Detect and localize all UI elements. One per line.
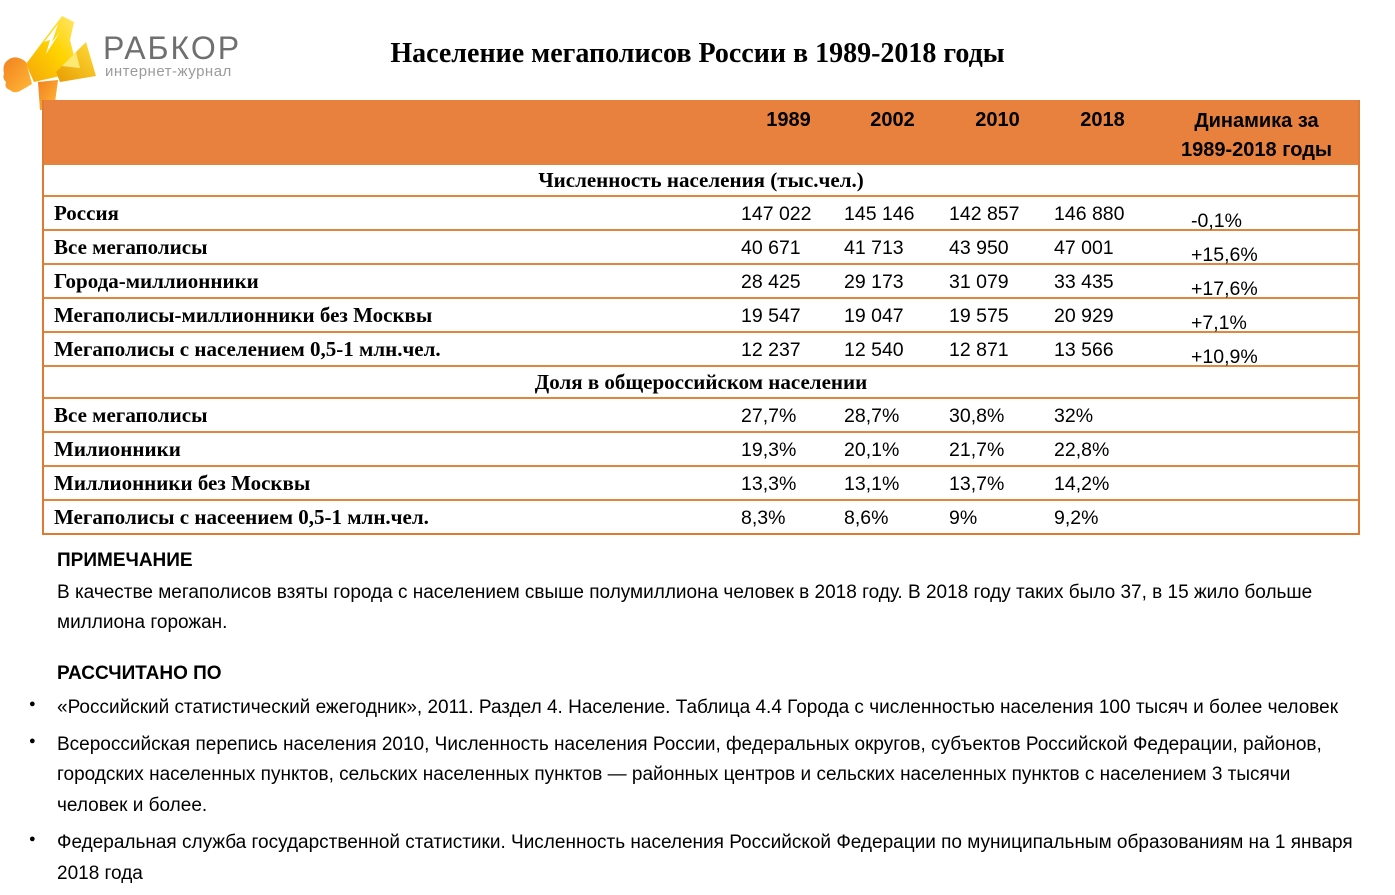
table-header-row xyxy=(44,100,1358,163)
note-text: В качестве мегаполисов взяты города с населением свыше полумиллиона человек в 2018 году. В 2018 году таких было 37, в 15 жило больше миллиона горожан. xyxy=(57,582,1313,633)
header-1989: 1989 xyxy=(766,109,811,131)
cell-2010: 31 079 xyxy=(949,271,1009,293)
cell-2018: 146 880 xyxy=(1054,203,1125,225)
notes-section xyxy=(57,546,1362,895)
row-label: Миллионники без Москвы xyxy=(54,471,311,495)
cell-2002: 13,1% xyxy=(844,473,900,495)
header-2010: 2010 xyxy=(975,109,1020,131)
source-item: ● Всероссийская перепись населения 2010, Численность населения России, федеральных округов, субъектов Российской Федерации, районов, городских населенных пунктов, сельских населенных пунктов — районных центров и сельских населенных пунктов с населением 3 тысячи человек и более. xyxy=(57,730,1362,822)
cell-1989: 19,3% xyxy=(741,439,797,461)
section-header-population: Численность населения (тыс.чел.) xyxy=(44,163,1358,195)
sources-list xyxy=(57,693,1362,890)
cell-2018: 14,2% xyxy=(1054,473,1110,495)
row-label: Все мегаполисы xyxy=(54,235,208,259)
note-heading: ПРИМЕЧАНИЕ xyxy=(57,550,193,571)
logo-tagline: интернет-журнал xyxy=(105,63,232,80)
population-table xyxy=(42,100,1360,535)
cell-2010: 9% xyxy=(949,507,978,529)
row-label: Милионники xyxy=(54,437,181,461)
row-label: Все мегаполисы xyxy=(54,403,208,427)
source-item: ● Федеральная служба государственной статистики. Численность населения Российской Федерации по муниципальным образованиям на 1 января 2018 года xyxy=(57,828,1362,890)
cell-2010: 19 575 xyxy=(949,305,1009,327)
cell-dynamics: +17,6% xyxy=(1191,278,1258,300)
cell-2002: 20,1% xyxy=(844,439,900,461)
table-row xyxy=(44,331,1358,368)
cell-2018: 20 929 xyxy=(1054,305,1114,327)
cell-dynamics xyxy=(1155,399,1358,431)
cell-dynamics: +10,9% xyxy=(1191,346,1258,368)
cell-2002: 19 047 xyxy=(844,305,904,327)
row-label: Россия xyxy=(54,201,119,225)
cell-dynamics xyxy=(1155,501,1358,533)
row-label: Города-миллионники xyxy=(54,269,259,293)
header-2002: 2002 xyxy=(870,109,915,131)
cell-2002: 145 146 xyxy=(844,203,915,225)
table-row xyxy=(44,195,1358,232)
cell-1989: 28 425 xyxy=(741,271,801,293)
cell-2010: 30,8% xyxy=(949,405,1005,427)
cell-2010: 142 857 xyxy=(949,203,1020,225)
cell-2018: 13 566 xyxy=(1054,339,1114,361)
cell-2018: 9,2% xyxy=(1054,507,1099,529)
page-title: Население мегаполисов России в 1989-2018 годы xyxy=(390,38,1005,69)
cell-2002: 12 540 xyxy=(844,339,904,361)
table-row xyxy=(44,263,1358,300)
table-row xyxy=(44,465,1358,499)
table-row xyxy=(44,499,1358,533)
cell-1989: 147 022 xyxy=(741,203,812,225)
cell-2018: 47 001 xyxy=(1054,237,1114,259)
cell-2018: 33 435 xyxy=(1054,271,1114,293)
row-label: Мегаполисы-миллионники без Москвы xyxy=(54,303,433,327)
table-row xyxy=(44,397,1358,431)
header-empty xyxy=(44,100,737,165)
table-row xyxy=(44,297,1358,334)
cell-2002: 8,6% xyxy=(844,507,889,529)
row-label: Мегаполисы с насеением 0,5-1 млн.чел. xyxy=(54,505,429,529)
cell-1989: 19 547 xyxy=(741,305,801,327)
cell-2010: 21,7% xyxy=(949,439,1005,461)
section-header-share: Доля в общероссийском населении xyxy=(44,365,1358,397)
cell-1989: 13,3% xyxy=(741,473,797,495)
cell-2002: 29 173 xyxy=(844,271,904,293)
cell-dynamics xyxy=(1155,433,1358,465)
header-dynamics: Динамика за 1989-2018 годы xyxy=(1181,110,1332,161)
table-row xyxy=(44,229,1358,266)
cell-2010: 12 871 xyxy=(949,339,1009,361)
cell-dynamics: -0,1% xyxy=(1191,210,1242,232)
cell-1989: 27,7% xyxy=(741,405,797,427)
cell-1989: 8,3% xyxy=(741,507,786,529)
table-row xyxy=(44,431,1358,465)
cell-2018: 22,8% xyxy=(1054,439,1110,461)
cell-dynamics xyxy=(1155,467,1358,499)
header-2018: 2018 xyxy=(1080,109,1125,131)
cell-dynamics: +15,6% xyxy=(1191,244,1258,266)
source-item: ● «Российский статистический ежегодник», 2011. Раздел 4. Население. Таблица 4.4 Города с численностью населения 100 тысяч и более человек xyxy=(57,693,1362,724)
cell-2002: 41 713 xyxy=(844,237,904,259)
sources-heading: РАССЧИТАНО ПО xyxy=(57,663,222,685)
row-label: Мегаполисы с населением 0,5-1 млн.чел. xyxy=(54,337,441,361)
cell-2010: 13,7% xyxy=(949,473,1005,495)
cell-2002: 28,7% xyxy=(844,405,900,427)
cell-1989: 12 237 xyxy=(741,339,801,361)
cell-2010: 43 950 xyxy=(949,237,1009,259)
cell-2018: 32% xyxy=(1054,405,1094,427)
logo-name: РАБКОР xyxy=(103,30,242,66)
cell-dynamics: +7,1% xyxy=(1191,312,1247,334)
cell-1989: 40 671 xyxy=(741,237,801,259)
